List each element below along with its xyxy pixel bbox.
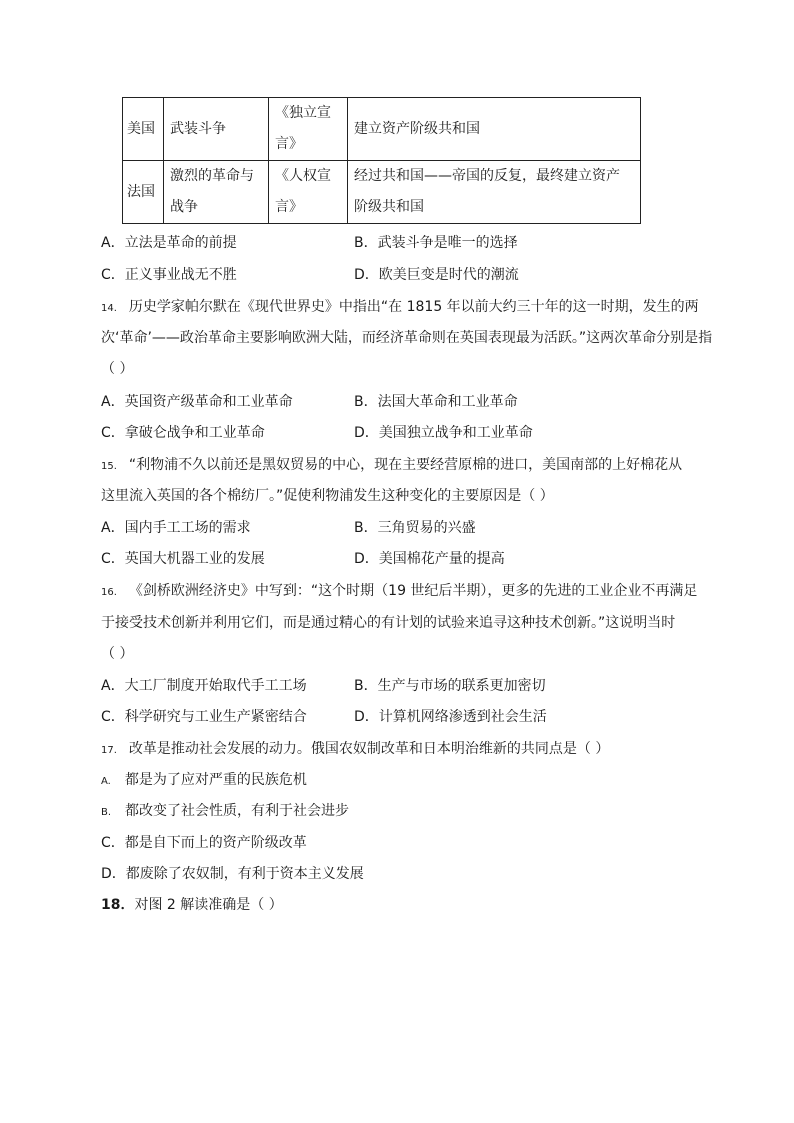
q16-option-a: A．大工厂制度开始取代手工工场 <box>101 678 307 694</box>
doc-line: 《独立宣 <box>275 105 331 121</box>
q15-option-b: B．三角贸易的兴盛 <box>354 520 476 536</box>
q17-option-a-letter: A. <box>101 776 111 787</box>
table-row <box>123 161 641 224</box>
table-cell <box>348 161 641 224</box>
q14-option-c: C．拿破仑战争和工业革命 <box>101 425 265 441</box>
q18-text: 对图 2 解读准确是（ ） <box>134 897 283 913</box>
q18-number: 18． <box>101 897 135 913</box>
q16-number: 16. <box>101 587 117 598</box>
q16-option-c: C．科学研究与工业生产紧密结合 <box>101 709 307 725</box>
q16-option-d: D．计算机网络渗透到社会生活 <box>354 709 547 725</box>
table-cell: 武装斗争 <box>164 98 269 161</box>
q18-stem-line1 <box>101 894 283 914</box>
table-cell <box>269 98 348 161</box>
table-cell: 美国 <box>123 98 164 161</box>
q13-option-b: B．武装斗争是唯一的选择 <box>354 235 518 251</box>
table-cell <box>269 161 348 224</box>
q13-option-a: A．立法是革命的前提 <box>101 235 237 251</box>
q16-stem-line2: 于接受技术创新并利用它们，而是通过精心的有计划的试验来追寻这种技术创新。”这说明当时 <box>101 615 676 631</box>
revolution-comparison-table <box>122 97 641 224</box>
q15-stem-line2: 这里流入英国的各个棉纺厂。”促使利物浦发生这种变化的主要原因是（ ） <box>101 488 554 504</box>
q15-stem-line1 <box>101 454 682 474</box>
q15-option-a: A．国内手工工场的需求 <box>101 520 251 536</box>
q14-stem-line3: （ ） <box>101 361 134 377</box>
q15-text: “利物浦不久以前还是黑奴贸易的中心，现在主要经营原棉的进口，美国南部的上好棉花从 <box>128 457 683 473</box>
q17-option-a-text: 都是为了应对严重的民族危机 <box>124 772 307 788</box>
q14-text: 历史学家帕尔默在《现代世界史》中指出“在 1815 年以前大约三十年的这一时期，发生的两 <box>128 299 699 315</box>
q17-option-b-text: 都改变了社会性质，有利于社会进步 <box>125 803 350 819</box>
q15-option-d: D．美国棉花产量的提高 <box>354 551 505 567</box>
q17-option-b-letter: B. <box>101 807 112 818</box>
q14-option-b: B．法国大革命和工业革命 <box>354 394 518 410</box>
q17-option-a <box>101 769 307 789</box>
doc-line: 言》 <box>275 136 303 152</box>
table-row <box>123 98 641 161</box>
q16-stem-line3: （ ） <box>101 646 134 662</box>
q16-option-b: B．生产与市场的联系更加密切 <box>354 678 546 694</box>
table-cell: 建立资产阶级共和国 <box>348 98 641 161</box>
q17-option-d: D．都废除了农奴制，有利于资本主义发展 <box>101 866 364 882</box>
q14-option-d: D．美国独立战争和工业革命 <box>354 425 533 441</box>
q14-option-a: A．英国资产级革命和工业革命 <box>101 394 293 410</box>
q16-stem-line1 <box>101 580 697 600</box>
q14-stem-line1 <box>101 296 699 316</box>
q17-number: 17. <box>101 745 117 756</box>
q13-option-d: D．欧美巨变是时代的潮流 <box>354 267 519 283</box>
doc-line: 言》 <box>275 199 303 215</box>
q13-option-c: C．正义事业战无不胜 <box>101 267 237 283</box>
q17-option-c: C．都是自下而上的资产阶级改革 <box>101 835 307 851</box>
table-cell: 法国 <box>123 161 164 224</box>
q17-stem-line1 <box>101 738 609 758</box>
q14-number: 14. <box>101 303 117 314</box>
q15-option-c: C．英国大机器工业的发展 <box>101 551 265 567</box>
q17-option-b <box>101 800 349 820</box>
table-cell <box>164 161 269 224</box>
method-line: 战争 <box>170 199 198 215</box>
doc-line: 《人权宣 <box>275 168 331 184</box>
q15-number: 15. <box>101 461 117 472</box>
method-line: 激烈的革命与 <box>170 168 254 184</box>
result-line: 阶级共和国 <box>354 199 424 215</box>
q17-text: 改革是推动社会发展的动力。俄国农奴制改革和日本明治维新的共同点是（ ） <box>128 741 610 757</box>
q16-text: 《剑桥欧洲经济史》中写到：“这个时期（19 世纪后半期），更多的先进的工业企业不再满足 <box>128 583 698 599</box>
result-line: 经过共和国——帝国的反复，最终建立资产 <box>354 168 620 184</box>
q14-stem-line2: 次‘革命’——政治革命主要影响欧洲大陆，而经济革命则在英国表现最为活跃。”这两次革命分别是指 <box>101 330 713 346</box>
